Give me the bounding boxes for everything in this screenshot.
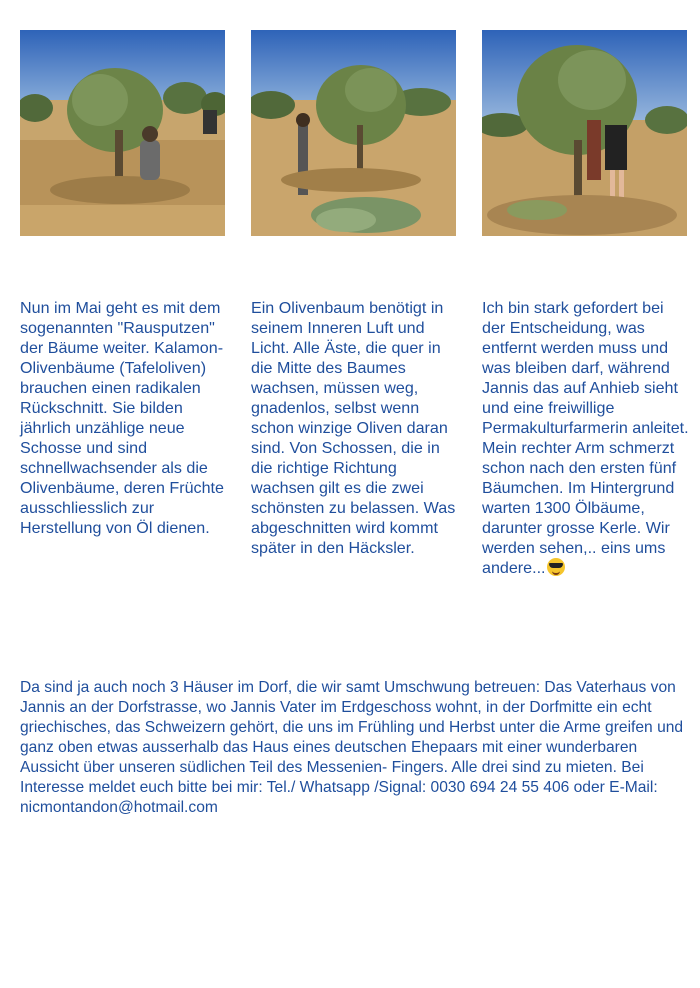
column-text-3-body: Ich bin stark gefordert bei der Entscheidung, was entfernt werden muss und was bleiben darf, während Jannis das auf Anhieb sieht und eine freiwillige Permakulturfarmerin anleitet. Mein rechter Arm schmerzt schon nach den ersten fünf Bäumchen. Im Hintergrund warten 1300 Ölbäume, darunter grosse Kerle. Wir werden sehen,.. eins ums andere... xyxy=(482,299,689,577)
photo-olive-tree-kneeling-worker xyxy=(20,30,225,236)
olive-tree-pruning-photo-1 xyxy=(20,30,225,236)
column-text-3 xyxy=(482,298,690,578)
photo-olive-tree-two-workers xyxy=(482,30,687,236)
column-text-1: Nun im Mai geht es mit dem sogenannten "Rausputzen" der Bäume weiter. Kalamon-Olivenbäume (Tafeloliven) brauchen einen radikalen Rückschnitt. Sie bilden jährlich unzählige neue Schosse und sind schnellwachsender als die Olivenbäume, deren Früchte ausschliesslich zur Herstellung von Öl dienen. xyxy=(20,299,224,537)
olive-tree-pruning-photo-3 xyxy=(482,30,687,236)
column-text-2: Ein Olivenbaum benötigt in seinem Inneren Luft und Licht. Alle Äste, die quer in die Mitte des Baumes wachsen, müssen weg, gnadenlos, selbst wenn schon winzige Oliven daran sind. Von Schossen, die in die richtige Richtung wachsen gilt es die zwei schönsten zu belassen. Was abgeschnitten wird kommt später in den Häcksler. xyxy=(251,299,456,557)
photo-olive-tree-cut-branches xyxy=(251,30,456,236)
sunglasses-emoji-icon xyxy=(547,558,565,576)
olive-tree-pruning-photo-2 xyxy=(251,30,456,236)
houses-rental-paragraph: Da sind ja auch noch 3 Häuser im Dorf, die wir samt Umschwung betreuen: Das Vaterhaus von Jannis an der Dorfstrasse, wo Jannis Vater im Erdgeschoss wohnt, in der Dorfmitte ein echt griechisches, das Schweizern gehört, die uns im Frühling und Herbst unter die Arme greifen und ganz oben etwas ausserhalb das Haus eines deutschen Ehepaars mit einer wunderbaren Aussicht über unseren südlichen Teil des Messenien- Fingers. Alle drei sind zu mieten. Bei Interesse meldet euch bitte bei mir: Tel./ Whatsapp /Signal: 0030 694 24 55 406 oder E-Mail: nicmontandon@hotmail.com xyxy=(20,679,684,816)
